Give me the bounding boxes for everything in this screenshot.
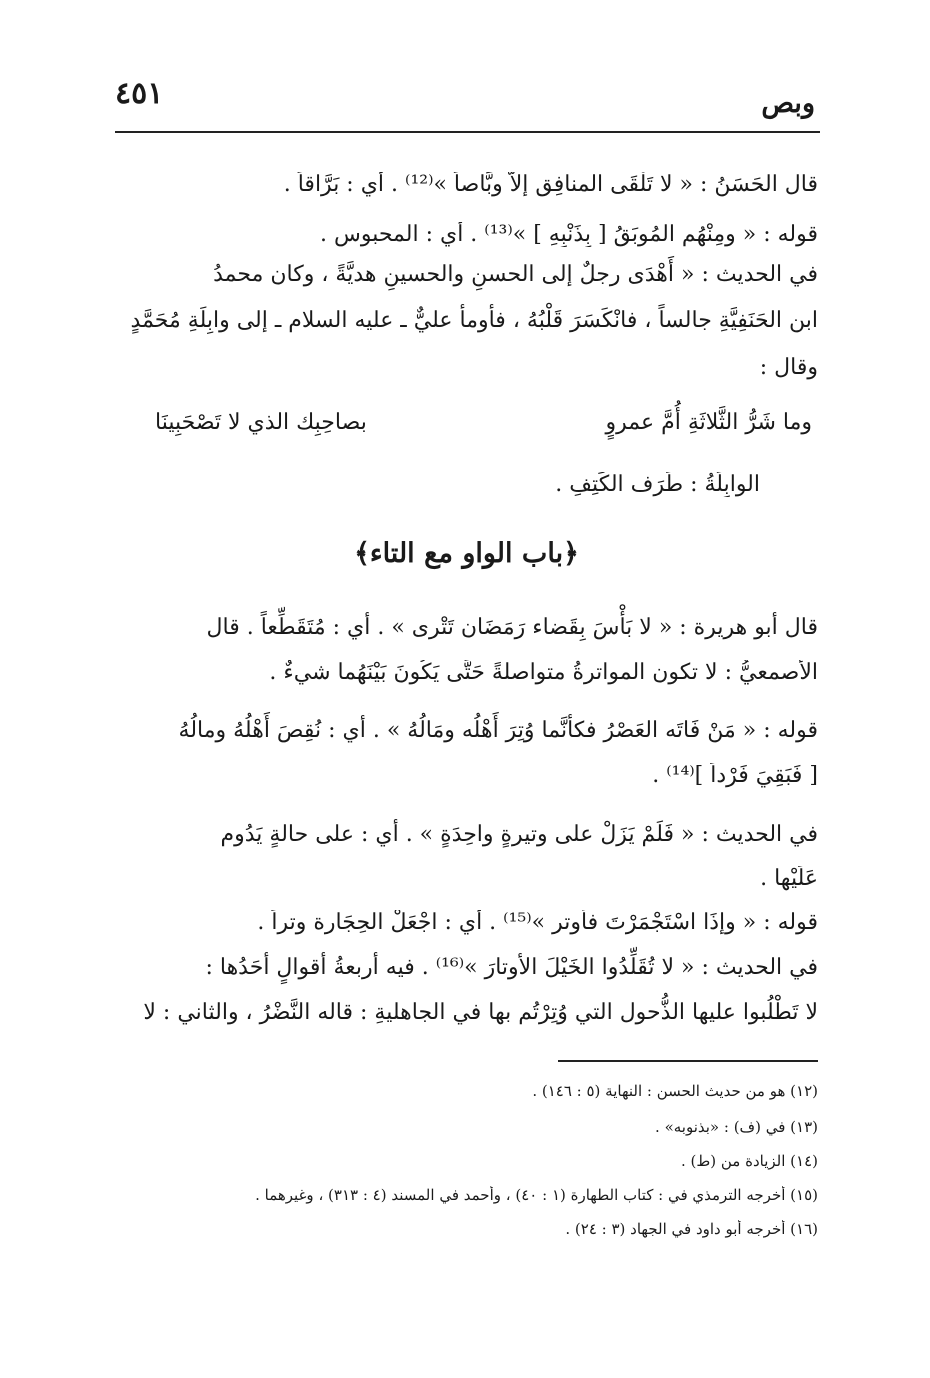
verse-hemistich-right: وما شَرُّ الثَّلاثَةِ أُمَّ عمروٍ [605, 410, 812, 435]
footnote-15: (١٥) أخرجه الترمذي في : كتاب الطهارة (١ : ٤٠) ، وأحمد في المسند (٤ : ٣١٣) ، وغيرهما . [255, 1186, 818, 1204]
header-rule [115, 131, 820, 133]
paragraph-watira-line1: في الحديث : « فَلَمْ يَزَلْ على وتيرةٍ واحِدَةٍ » . أي : على حالةٍ يَدُوم [220, 822, 818, 847]
section-title: ﴿باب الواو مع التاء﴾ [354, 538, 579, 569]
paragraph-wabila: الوابِلَةُ : طَرَف الكَتِفِ . [555, 472, 760, 497]
paragraph-hadith-gift-line3: وقال : [759, 355, 818, 380]
footnote-12: (١٢) هو من حديث الحسن : النهاية (٥ : ١٤٦) . [532, 1082, 818, 1100]
paragraph-mubaq: قوله : « ومِنْهُم المُوبَقُ [ بِذَنْبِهِ ] »⁽¹³⁾ . أي : المحبوس . [320, 222, 818, 247]
footnote-13: (١٣) في (ف) : «بذنوبه» . [655, 1118, 818, 1136]
paragraph-abu-hurayra-line1: قال أبو هريرة : « لا بَأْسَ بِقَضاء رَمَضَان تَتْرى » . أي : مُتَقَطِّعاً . قال [206, 615, 818, 640]
paragraph-hadith-gift-line2: ابن الحَنَفِيَّةِ جالساً ، فانْكَسَرَ قَلْبُهُ ، فأومأ عليٌّ ـ عليه السلام ـ إلى وابِلَةِ مُحَمَّدٍ [130, 308, 818, 333]
footnote-14: (١٤) الزيادة من (ط) . [680, 1152, 818, 1170]
paragraph-istijmar: قوله : « وإذَا اسْتَجْمَرْتَ فأوتر »⁽¹⁵⁾ . أي : اجْعَلْ الحِجَارة وتراً . [257, 910, 818, 935]
paragraph-watira-line2: عَلَيْها . [760, 866, 818, 891]
paragraph-asr-line1: قوله : « مَنْ فَاتَه العَصْرُ فكأنَّما وُتِرَ أَهْلُه ومَالُهُ » . أي : نُقِصَ أَهْلُهُ ومالُهُ [178, 718, 818, 743]
footnote-16: (١٦) أخرجه أبو داود في الجهاد (٣ : ٢٤) . [565, 1220, 818, 1238]
footnote-rule [558, 1060, 818, 1062]
paragraph-awtar-line2: لا تَطْلُبوا عليها الذُّحول التي وُتِرْتُم بها في الجاهليةِ : قاله النَّضْرُ ، والثاني : لا [143, 1000, 818, 1025]
paragraph-hasan: قال الحَسَنُ : « لا تَلْقَى المنافِق إلاّ وبَّاصاً »⁽¹²⁾ . أي : بَرَّاقاً . [283, 172, 818, 197]
paragraph-asr-line2: [ فَبَقِيَ فَرْداً ]⁽¹⁴⁾ . [652, 763, 818, 788]
paragraph-hadith-gift-line1: في الحديث : « أَهْدَى رجلٌ إلى الحسنِ والحسينِ هديَّةً ، وكان محمدُ [213, 262, 818, 287]
paragraph-awtar-line1: في الحديث : « لا تُقَلِّدُوا الخَيْلَ الأوتارَ »⁽¹⁶⁾ . فيه أربعةُ أقوالٍ أحَدُها : [205, 955, 818, 980]
page-header [115, 70, 815, 130]
running-head: وبص [761, 88, 815, 119]
page-number: ٤٥١ [115, 76, 164, 111]
paragraph-abu-hurayra-line2: الأصمعيُّ : لا تكون المواترةُ متواصلةً حَتَّى يَكُونَ بَيْنَهُما شيءٌ . [269, 660, 818, 685]
verse-hemistich-left: بصاحِبِك الذي لا تَصْحَبِينَا [155, 410, 367, 435]
